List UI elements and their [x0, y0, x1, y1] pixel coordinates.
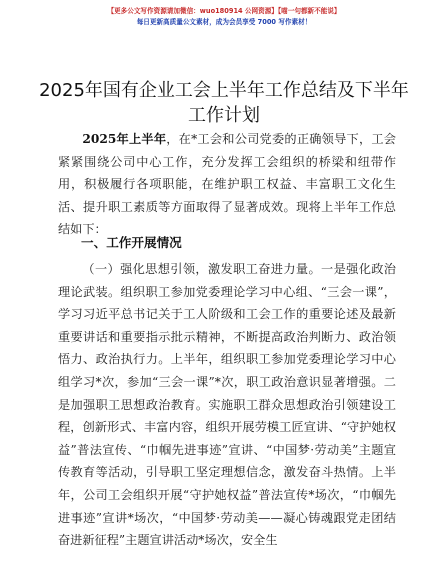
promo-banner-line2: 每日更新高质量公文素材，成为会员享受 7000 写作素材！: [136, 18, 312, 26]
document-title: [30, 78, 418, 128]
body-paragraph: （一）强化思想引领，激发职工奋进力量。一是强化政治理论武装。组织职工参加党委理论学习中心组、“三会一课”，学习习近平总书记关于工人阶级和工会工作的重要论述及最新重要讲话和重要指示批示精神，不断提高政治判断力、政治领悟力、政治执行力。上半年，组织职工参加党委理论学习中心组学习*次，参加“三会一课”*次，职工政治意识显著增强。二是加强职工思想政治教育。实施职工群众思想政治引领建设工程，创新形式、丰富内容，组织开展劳模工匠宣讲、“守护她权益”普法宣传、“巾帼先进事迹”宣讲、“中国梦·劳动美”主题宣传教育等活动，引导职工坚定理想信念，激发奋斗热情。上半年，公司工会组织开展“守护她权益”普法宣传*场次，“巾帼先进事迹”宣讲*场次，“中国梦·劳动美——凝心铸魂跟党走团结奋进新征程”主题宣讲活动*场次，安全生: [58, 262, 396, 548]
title-line2: 工作计划: [188, 105, 260, 126]
promo-banner: [0, 6, 448, 28]
intro-rest: ，在*工会和公司党委的正确领导下，工会紧紧围绕公司中心工作，充分发挥工会组织的桥梁和纽带作用，积极履行各项职能，在维护职工权益、丰富职工文化生活、提升职工素质等方面取得了显著成效。现将上半年工作总结如下：: [58, 132, 396, 237]
title-line1: 2025年国有企业工会上半年工作总结及下半年: [39, 80, 409, 101]
intro-paragraph: [58, 128, 396, 241]
promo-banner-line1: 【更多公文写作资源请加微信：wuo180914 公网资源】【喵一句都新不能说】: [107, 7, 341, 15]
intro-lead: 2025年上半年: [82, 132, 167, 146]
section-heading: 一、工作开展情况: [81, 235, 182, 250]
